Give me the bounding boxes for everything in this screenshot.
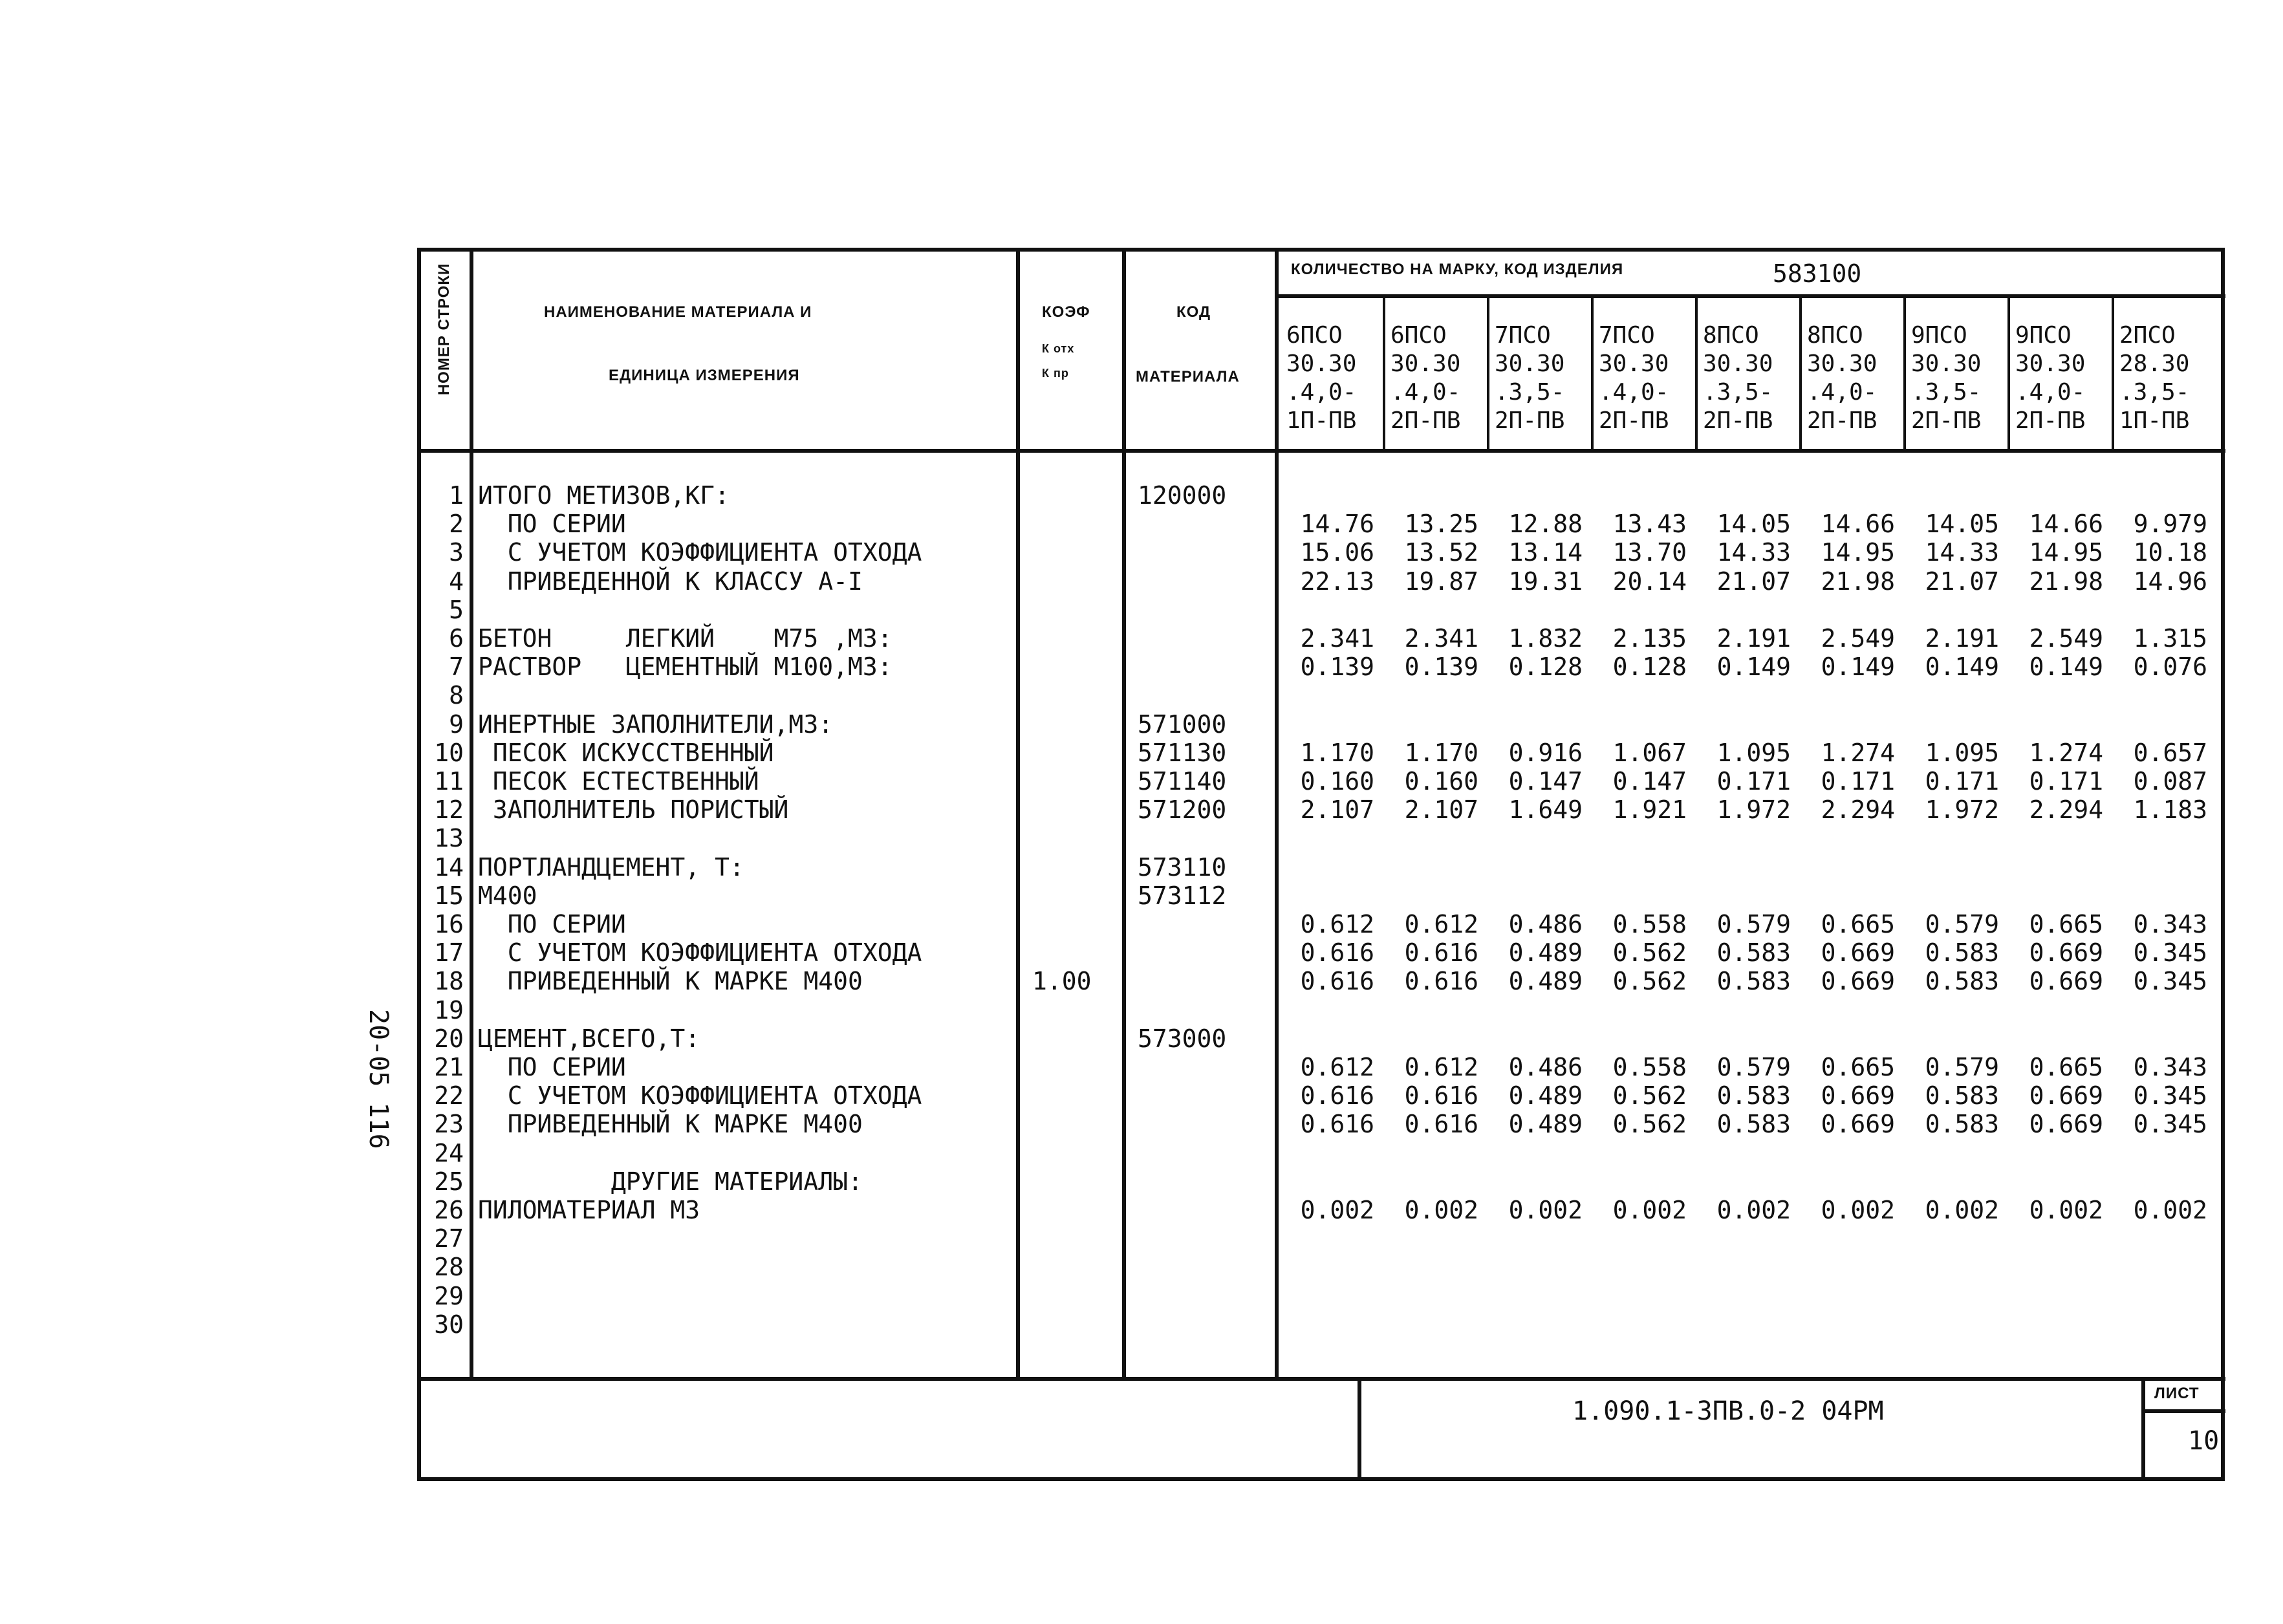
quantity-value: 0.579 — [1925, 910, 1999, 938]
quantity-value: 19.31 — [1508, 567, 1583, 596]
quantity-value: 0.489 — [1508, 1110, 1583, 1139]
quantity-value: 1.274 — [2029, 738, 2103, 767]
mark-header: 6ПСО 30.30 .4,0- 2П-ПВ — [1390, 322, 1461, 434]
quantity-value: 1.921 — [1612, 796, 1687, 825]
quantity-value: 0.486 — [1508, 1053, 1583, 1081]
quantity-value: 13.70 — [1612, 538, 1687, 567]
material-name: ПРИВЕДЕННЫЙ К МАРКЕ М400 — [478, 967, 863, 996]
quantity-value: 0.149 — [1925, 653, 1999, 682]
quantity-value: 0.343 — [2133, 910, 2207, 938]
quantity-value: 2.294 — [2029, 796, 2103, 825]
quantity-value: 0.612 — [1404, 910, 1478, 938]
quantity-value: 0.669 — [2029, 967, 2103, 996]
material-name: ПОРТЛАНДЦЕМЕНТ, Т: — [478, 852, 744, 882]
mark-column-rule — [1383, 294, 1385, 451]
quantity-value: 1.170 — [1404, 738, 1478, 767]
quantity-value: 0.916 — [1508, 738, 1583, 767]
quantity-value: 1.315 — [2133, 624, 2207, 653]
mark-column-rule — [1799, 294, 1802, 451]
row-number: 11 — [434, 767, 464, 796]
rule-sheet-box — [2141, 1377, 2145, 1480]
mark-header: 7ПСО 30.30 .3,5- 2П-ПВ — [1495, 322, 1565, 434]
material-name: ПИЛОМАТЕРИАЛ М3 — [478, 1196, 700, 1224]
quantity-value: 10.18 — [2133, 538, 2207, 567]
material-name: ЗАПОЛНИТЕЛЬ ПОРИСТЫЙ — [478, 796, 789, 825]
material-name: ПО СЕРИИ — [478, 910, 626, 938]
quantity-value: 0.579 — [1925, 1053, 1999, 1081]
quantity-value: 0.128 — [1508, 653, 1583, 682]
row-number: 25 — [434, 1167, 464, 1196]
quantity-value: 2.294 — [1821, 796, 1895, 825]
mark-column-rule — [2112, 294, 2114, 451]
quantity-value: 0.669 — [1821, 967, 1895, 996]
quantity-value: 0.657 — [2133, 738, 2207, 767]
material-name: ПРИВЕДЕННОЙ К КЛАССУ А-I — [478, 567, 863, 596]
quantity-value: 0.583 — [1716, 1110, 1791, 1139]
row-number: 17 — [434, 938, 464, 968]
quantity-value: 0.149 — [1716, 653, 1791, 682]
row-number: 26 — [434, 1196, 464, 1224]
unit-header: ЕДИНИЦА ИЗМЕРЕНИЯ — [609, 367, 800, 384]
quantity-value: 0.489 — [1508, 938, 1583, 968]
quantity-value: 14.33 — [1716, 538, 1791, 567]
rule-footer-split — [1358, 1377, 1361, 1480]
mark-column-rule — [1591, 294, 1594, 451]
material-name: С УЧЕТОМ КОЭФФИЦИЕНТА ОТХОДА — [478, 1081, 922, 1110]
quantity-value: 21.07 — [1925, 567, 1999, 596]
material-name: БЕТОН ЛЕГКИЙ М75 ,М3: — [478, 624, 893, 653]
row-number: 30 — [434, 1310, 464, 1339]
quantity-value: 1.649 — [1508, 796, 1583, 825]
quantity-value: 2.549 — [1821, 624, 1895, 653]
quantity-value: 0.669 — [2029, 1081, 2103, 1110]
quantity-value: 1.972 — [1716, 796, 1791, 825]
quantity-value: 0.002 — [1508, 1196, 1583, 1224]
material-code: 571130 — [1138, 738, 1227, 767]
row-number: 24 — [434, 1138, 464, 1167]
quantity-value: 0.616 — [1300, 938, 1374, 968]
sheet-number: 10 — [2188, 1426, 2220, 1456]
coef-k-waste: К отх — [1042, 342, 1075, 355]
quantity-value: 1.095 — [1716, 738, 1791, 767]
document-sheet — [417, 248, 2225, 1481]
quantity-value: 0.149 — [2029, 653, 2103, 682]
quantity-value: 15.06 — [1300, 538, 1374, 567]
quantity-value: 0.665 — [1821, 910, 1895, 938]
quantity-value: 0.002 — [1300, 1196, 1374, 1224]
material-code: 573112 — [1138, 881, 1227, 910]
quantity-value: 1.095 — [1925, 738, 1999, 767]
material-code: 571200 — [1138, 796, 1227, 825]
quantity-value: 20.14 — [1612, 567, 1687, 596]
quantity-value: 2.341 — [1404, 624, 1478, 653]
row-number-header: НОМЕР СТРОКИ — [435, 263, 453, 396]
quantity-value: 22.13 — [1300, 567, 1374, 596]
quantity-value: 0.579 — [1716, 910, 1791, 938]
row-number: 7 — [449, 653, 464, 682]
sheet-label: ЛИСТ — [2154, 1385, 2200, 1402]
quantity-value: 14.76 — [1300, 510, 1374, 539]
quantity-value: 0.160 — [1404, 767, 1478, 796]
quantity-value: 14.95 — [2029, 538, 2103, 567]
mark-column-rule — [1903, 294, 1906, 451]
quantity-value: 0.489 — [1508, 1081, 1583, 1110]
quantity-value: 0.002 — [1716, 1196, 1791, 1224]
quantity-value: 2.191 — [1925, 624, 1999, 653]
material-name: ПЕСОК ИСКУССТВЕННЫЙ — [478, 738, 774, 767]
quantity-value: 0.345 — [2133, 967, 2207, 996]
quantity-value: 13.25 — [1404, 510, 1478, 539]
quantity-value: 0.076 — [2133, 653, 2207, 682]
quantity-value: 0.665 — [2029, 910, 2103, 938]
side-annotation: 20-05 116 — [363, 1009, 393, 1149]
quantity-value: 0.583 — [1925, 1081, 1999, 1110]
quantity-value: 0.147 — [1612, 767, 1687, 796]
material-name: ПО СЕРИИ — [478, 1053, 626, 1081]
quantity-value: 0.171 — [1716, 767, 1791, 796]
material-name: РАСТВОР ЦЕМЕНТНЫЙ М100,М3: — [478, 653, 893, 682]
quantity-value: 14.05 — [1925, 510, 1999, 539]
quantity-value: 12.88 — [1508, 510, 1583, 539]
quantity-value: 1.832 — [1508, 624, 1583, 653]
quantity-value: 0.562 — [1612, 1110, 1687, 1139]
quantity-value: 0.002 — [1404, 1196, 1478, 1224]
row-number: 28 — [434, 1253, 464, 1282]
quantity-value: 0.139 — [1300, 653, 1374, 682]
product-code: 583100 — [1773, 259, 1862, 288]
quantity-value: 14.66 — [2029, 510, 2103, 539]
quantity-value: 0.345 — [2133, 1081, 2207, 1110]
mark-header: 8ПСО 30.30 .4,0- 2П-ПВ — [1807, 322, 1877, 434]
quantity-value: 0.002 — [1821, 1196, 1895, 1224]
quantity-value: 0.489 — [1508, 967, 1583, 996]
row-number: 5 — [449, 595, 464, 624]
rule-coef — [1122, 252, 1126, 1377]
quantity-value: 1.274 — [1821, 738, 1895, 767]
rule-header-bottom — [421, 449, 2225, 453]
quantity-value: 0.669 — [1821, 1081, 1895, 1110]
quantity-value: 0.087 — [2133, 767, 2207, 796]
material-code: 120000 — [1138, 481, 1227, 510]
quantity-value: 0.669 — [1821, 1110, 1895, 1139]
row-number: 6 — [449, 624, 464, 653]
quantity-value: 0.147 — [1508, 767, 1583, 796]
quantity-value: 2.107 — [1300, 796, 1374, 825]
quantity-value: 14.96 — [2133, 567, 2207, 596]
quantity-value: 0.171 — [1925, 767, 1999, 796]
quantity-value: 0.612 — [1404, 1053, 1478, 1081]
row-number: 20 — [434, 1024, 464, 1053]
row-number: 10 — [434, 738, 464, 767]
quantity-value: 0.128 — [1612, 653, 1687, 682]
mark-column-rule — [1487, 294, 1489, 451]
mark-header: 9ПСО 30.30 .3,5- 2П-ПВ — [1911, 322, 1982, 434]
coef-k-reduced: К пр — [1042, 367, 1069, 380]
quantity-value: 2.341 — [1300, 624, 1374, 653]
quantity-value: 9.979 — [2133, 510, 2207, 539]
quantity-value: 14.33 — [1925, 538, 1999, 567]
quantity-value: 1.972 — [1925, 796, 1999, 825]
quantity-value: 19.87 — [1404, 567, 1478, 596]
quantity-value: 0.583 — [1925, 938, 1999, 968]
rule-sheet-box-mid — [2141, 1409, 2225, 1413]
quantity-value: 14.66 — [1821, 510, 1895, 539]
quantity-value: 0.669 — [1821, 938, 1895, 968]
quantity-value: 0.665 — [1821, 1053, 1895, 1081]
quantity-value: 0.149 — [1821, 653, 1895, 682]
material-name: ИНЕРТНЫЕ ЗАПОЛНИТЕЛИ,М3: — [478, 709, 834, 739]
quantity-value: 2.107 — [1404, 796, 1478, 825]
quantity-value: 0.562 — [1612, 1081, 1687, 1110]
material-code: 573110 — [1138, 852, 1227, 882]
material-name: М400 — [478, 881, 537, 910]
row-number: 18 — [434, 967, 464, 996]
quantity-value: 0.160 — [1300, 767, 1374, 796]
rule-rownum — [470, 252, 473, 1377]
coef-value: 1.00 — [1032, 967, 1092, 996]
quantity-value: 0.616 — [1404, 1081, 1478, 1110]
quantity-value: 1.067 — [1612, 738, 1687, 767]
row-number: 29 — [434, 1281, 464, 1310]
quantity-value: 0.171 — [1821, 767, 1895, 796]
quantity-value: 0.612 — [1300, 910, 1374, 938]
code-header-2: МАТЕРИАЛА — [1136, 368, 1240, 385]
quantity-value: 0.558 — [1612, 910, 1687, 938]
quantity-value: 0.486 — [1508, 910, 1583, 938]
quantity-value: 0.616 — [1300, 1110, 1374, 1139]
quantity-value: 0.583 — [1925, 967, 1999, 996]
material-name: С УЧЕТОМ КОЭФФИЦИЕНТА ОТХОДА — [478, 538, 922, 567]
quantity-value: 0.343 — [2133, 1053, 2207, 1081]
quantity-value: 2.191 — [1716, 624, 1791, 653]
quantity-value: 13.43 — [1612, 510, 1687, 539]
quantity-value: 0.612 — [1300, 1053, 1374, 1081]
row-number: 8 — [449, 681, 464, 710]
mark-header: 9ПСО 30.30 .4,0- 2П-ПВ — [2015, 322, 2086, 434]
row-number: 4 — [449, 567, 464, 596]
row-number: 12 — [434, 796, 464, 825]
quantity-value: 21.98 — [1821, 567, 1895, 596]
quantity-value: 0.345 — [2133, 1110, 2207, 1139]
row-number: 14 — [434, 852, 464, 882]
row-number: 23 — [434, 1110, 464, 1139]
quantity-value: 13.14 — [1508, 538, 1583, 567]
quantity-value: 0.665 — [2029, 1053, 2103, 1081]
coef-header: КОЭФ — [1042, 303, 1090, 321]
material-name: ПО СЕРИИ — [478, 510, 626, 539]
material-name: ИТОГО МЕТИЗОВ,КГ: — [478, 481, 730, 510]
mark-header: 7ПСО 30.30 .4,0- 2П-ПВ — [1599, 322, 1669, 434]
quantity-value: 0.002 — [1612, 1196, 1687, 1224]
quantity-value: 0.616 — [1404, 1110, 1478, 1139]
quantity-value: 13.52 — [1404, 538, 1478, 567]
row-number: 15 — [434, 881, 464, 910]
row-number: 16 — [434, 910, 464, 938]
quantity-value: 0.345 — [2133, 938, 2207, 968]
quantity-value: 0.002 — [2133, 1196, 2207, 1224]
material-name: С УЧЕТОМ КОЭФФИЦИЕНТА ОТХОДА — [478, 938, 922, 968]
mark-header: 6ПСО 30.30 .4,0- 1П-ПВ — [1286, 322, 1357, 434]
row-number: 27 — [434, 1224, 464, 1253]
row-number: 9 — [449, 709, 464, 739]
row-number: 2 — [449, 510, 464, 539]
quantity-value: 0.616 — [1404, 938, 1478, 968]
material-code: 571140 — [1138, 767, 1227, 796]
quantity-value: 0.583 — [1925, 1110, 1999, 1139]
material-name: ПРИВЕДЕННЫЙ К МАРКЕ М400 — [478, 1110, 863, 1139]
quantity-value: 0.002 — [1925, 1196, 1999, 1224]
material-name-header: НАИМЕНОВАНИЕ МАТЕРИАЛА И — [544, 303, 812, 321]
row-number: 13 — [434, 824, 464, 853]
quantity-value: 2.135 — [1612, 624, 1687, 653]
quantity-header: КОЛИЧЕСТВО НА МАРКУ, КОД ИЗДЕЛИЯ — [1291, 261, 1624, 278]
mark-column-rule — [2007, 294, 2010, 451]
mark-header: 8ПСО 30.30 .3,5- 2П-ПВ — [1703, 322, 1773, 434]
quantity-value: 1.170 — [1300, 738, 1374, 767]
quantity-value: 0.669 — [2029, 938, 2103, 968]
quantity-value: 0.562 — [1612, 938, 1687, 968]
row-number: 21 — [434, 1053, 464, 1081]
quantity-value: 2.549 — [2029, 624, 2103, 653]
mark-header: 2ПСО 28.30 .3,5- 1П-ПВ — [2119, 322, 2190, 434]
quantity-value: 21.98 — [2029, 567, 2103, 596]
quantity-value: 0.616 — [1300, 967, 1374, 996]
quantity-value: 14.05 — [1716, 510, 1791, 539]
quantity-value: 0.669 — [2029, 1110, 2103, 1139]
document-code: 1.090.1-3ПВ.0-2 04РМ — [1572, 1396, 1884, 1426]
quantity-value: 14.95 — [1821, 538, 1895, 567]
row-number: 22 — [434, 1081, 464, 1110]
row-number: 1 — [449, 481, 464, 510]
row-number: 3 — [449, 538, 464, 567]
quantity-value: 21.07 — [1716, 567, 1791, 596]
row-number: 19 — [434, 995, 464, 1024]
rule-body-bottom — [421, 1377, 2225, 1381]
quantity-value: 0.558 — [1612, 1053, 1687, 1081]
material-name: ЦЕМЕНТ,ВСЕГО,Т: — [478, 1024, 700, 1053]
quantity-value: 0.583 — [1716, 967, 1791, 996]
rule-name — [1016, 252, 1020, 1377]
quantity-value: 0.171 — [2029, 767, 2103, 796]
quantity-value: 0.583 — [1716, 1081, 1791, 1110]
mark-column-rule — [1695, 294, 1698, 451]
quantity-value: 0.579 — [1716, 1053, 1791, 1081]
material-name: ПЕСОК ЕСТЕСТВЕННЫЙ — [478, 767, 759, 796]
quantity-value: 0.583 — [1716, 938, 1791, 968]
quantity-value: 0.139 — [1404, 653, 1478, 682]
material-code: 571000 — [1138, 709, 1227, 739]
quantity-value: 0.616 — [1404, 967, 1478, 996]
material-code: 573000 — [1138, 1024, 1227, 1053]
code-header: КОД — [1176, 303, 1211, 321]
quantity-value: 0.562 — [1612, 967, 1687, 996]
material-name: ДРУГИЕ МАТЕРИАЛЫ: — [478, 1167, 863, 1196]
quantity-value: 1.183 — [2133, 796, 2207, 825]
quantity-value: 0.002 — [2029, 1196, 2103, 1224]
quantity-value: 0.616 — [1300, 1081, 1374, 1110]
rule-qty-top — [1275, 294, 2225, 298]
